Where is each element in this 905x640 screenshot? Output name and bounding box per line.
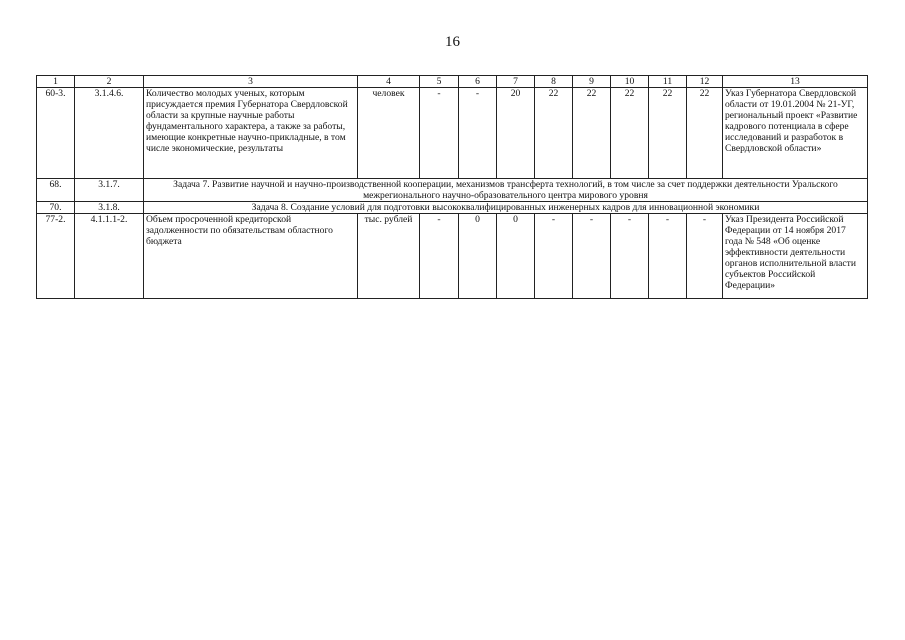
value-cell: 22 (649, 88, 687, 179)
value-cell: - (535, 214, 573, 299)
value-cell: 22 (611, 88, 649, 179)
row-number-cell: 77-2. (37, 214, 75, 299)
header-cell: 7 (497, 76, 535, 88)
row-number-cell: 60-3. (37, 88, 75, 179)
task-row (37, 202, 868, 214)
header-cell: 12 (687, 76, 723, 88)
header-row (37, 76, 868, 88)
unit-cell: человек (358, 88, 420, 179)
row-code-cell: 3.1.7. (75, 179, 144, 202)
value-cell: 22 (687, 88, 723, 179)
row-code-cell: 3.1.8. (75, 202, 144, 214)
header-cell: 11 (649, 76, 687, 88)
header-cell: 13 (723, 76, 868, 88)
table-row (37, 88, 868, 179)
header-cell: 6 (459, 76, 497, 88)
task-row (37, 179, 868, 202)
header-cell: 2 (75, 76, 144, 88)
indicators-table (36, 75, 868, 299)
task-cell: Задача 7. Развитие научной и научно-производственной кооперации, механизмов трансферта технологий, в том числе за счет поддержки деятельности Уральского межрегионального научно-образовательного центра мирового уровня (144, 179, 868, 202)
row-number-cell: 68. (37, 179, 75, 202)
header-cell: 8 (535, 76, 573, 88)
header-cell: 4 (358, 76, 420, 88)
value-cell: - (649, 214, 687, 299)
header-cell: 9 (573, 76, 611, 88)
page-number: 16 (445, 34, 460, 50)
value-cell: 0 (497, 214, 535, 299)
value-cell: - (420, 88, 459, 179)
source-cell: Указ Президента Российской Федерации от 14 ноября 2017 года № 548 «Об оценке эффективности деятельности органов исполнительной власти субъектов Российской Федерации» (723, 214, 868, 299)
value-cell: - (611, 214, 649, 299)
value-cell: 22 (535, 88, 573, 179)
task-cell: Задача 8. Создание условий для подготовки высококвалифицированных инженерных кадров для инновационной экономики (144, 202, 868, 214)
indicator-name-cell: Объем просроченной кредиторской задолженности по обязательствам областного бюджета (144, 214, 358, 299)
value-cell: - (687, 214, 723, 299)
value-cell: 0 (459, 214, 497, 299)
row-code-cell: 4.1.1.1-2. (75, 214, 144, 299)
header-cell: 1 (37, 76, 75, 88)
unit-cell: тыс. рублей (358, 214, 420, 299)
header-cell: 10 (611, 76, 649, 88)
indicator-name-cell: Количество молодых ученых, которым присуждается премия Губернатора Свердловской области за крупные научные работы фундаментального характера, а также за работы, имеющие конкретные научно-прикладные, в том числе экономические, результаты (144, 88, 358, 179)
value-cell: - (420, 214, 459, 299)
source-cell: Указ Губернатора Свердловской области от 19.01.2004 № 21-УГ, региональный проект «Развитие кадрового потенциала в сфере исследований и разработок в Свердловской области» (723, 88, 868, 179)
value-cell: - (459, 88, 497, 179)
value-cell: 20 (497, 88, 535, 179)
table-row (37, 214, 868, 299)
row-number-cell: 70. (37, 202, 75, 214)
row-code-cell: 3.1.4.6. (75, 88, 144, 179)
header-cell: 5 (420, 76, 459, 88)
value-cell: 22 (573, 88, 611, 179)
header-cell: 3 (144, 76, 358, 88)
value-cell: - (573, 214, 611, 299)
